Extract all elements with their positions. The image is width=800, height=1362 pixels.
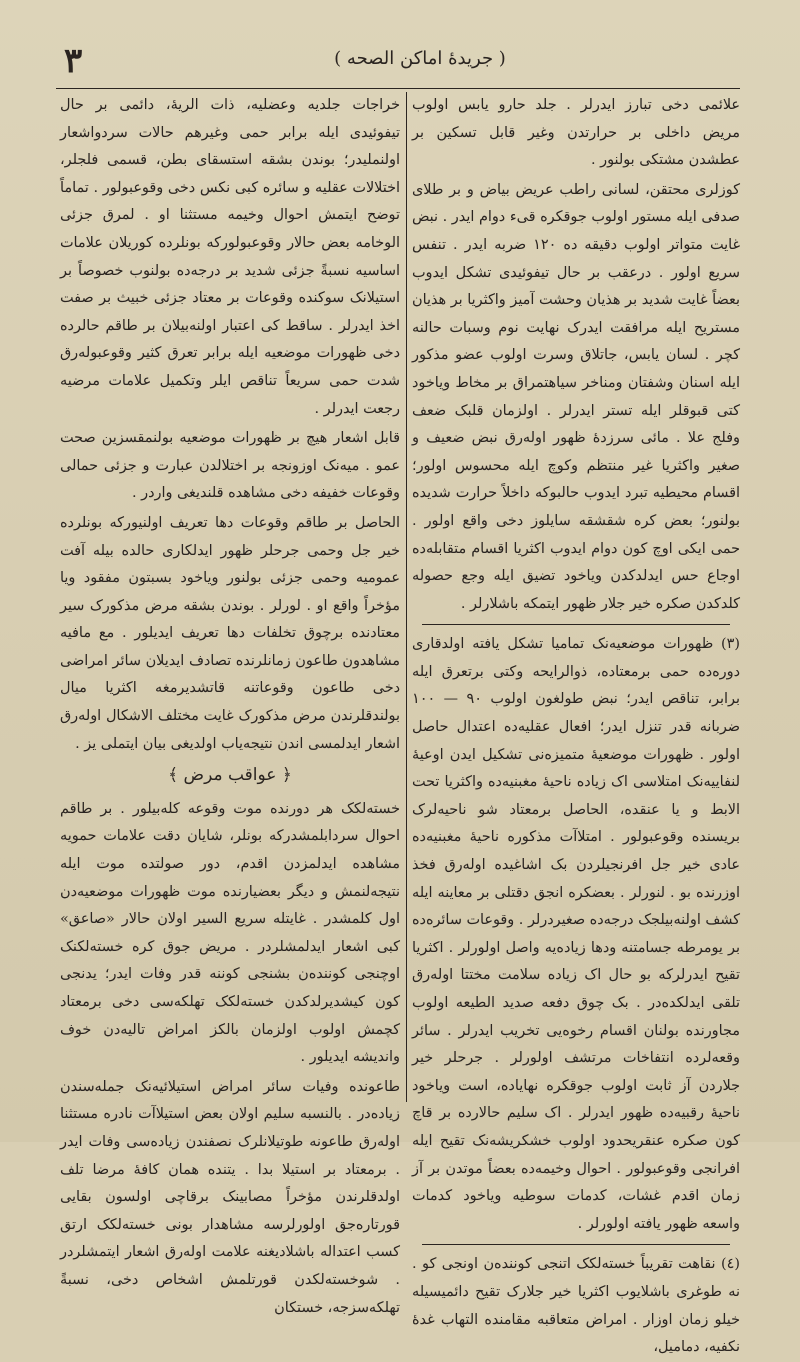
paragraph: علائمی دخی تبارز ایدرلر . جلد حارو یابس اولوب مریض داخلی بر حرارتدن وغیر قابل تسکین بر عطشدن مشتکی بولنور . [412,97,740,169]
running-head: ( جریدهٔ اماکن الصحه ) [334,48,506,69]
paragraph: الحاصل بر طاقم وقوعات دها تعریف اولنیورکه بونلرده خیر جل وحمی جرحلر ظهور ایدلکاری حالده بیله آفت عمومیه وحمی جزئی بولنور وياخود بسبتون مفقود ویا مؤخراً واقع او . لورلر . بوندن بشقه مرض مذکورک سیر معتادنده برچوق تخلفات دها تعریف ایدیلور . مع مافیه مشاهدون طاعون زمانلرنده تصادف ایدیلان سائر امراضی دخی طاعون وقوعاتنه قاتشدیرمغه اکثریا میال بولندقلرندن مرض مذکورک غایت مختلف الاشکال اوله‌رق اشعار ایدلمسی اندن نتیجه‌یاب اولدیغی بیان ایتملی یز . [60,514,400,752]
paragraph: خسته‌لکک هر دورنده موت وقوعه کله‌بیلور . بر طاقم احوال سردابلمشدرکه بونلر، شایان دقت علامات حمویه مشاهده ایدلمزدن اقدم، دور صولتده موت ایله نتیجه‌لنمش و دیگر بعضیارنده موت ظهورات موضعیه‌دن اول کلمشدر . غایتله سریع السیر اولان حالار «صاعق» کبی اشعار ایدلمشلردر . مریض جوق کره خسته‌لکنک اوچنجی کوننده‌ن بشنجی کوننه قدر وفات ایدر؛ یدنجی کون کیشدیرلدکدن خسته‌لکک تهلکه‌سی دخی برمعتاد کچمش اولوب اولزمان بالکز امراض تالیه‌دن خوف واندیشه ایدیلور . [60,800,400,1066]
left-column [60,92,400,1316]
paragraph: طاعونده وفیات سائر امراض استیلائیه‌نک جمله‌سندن زیاده‌در . بالنسبه سلیم اولان بعض استیلاآت نادره مستثنا اوله‌رق طاعونه طوتیلانلرک نصفندن زیاده‌سی وفات ایدر . برمعتاد بر استیلا بدا . یتنده همان کافهٔ مرضا تلف اولدقلرندن مؤخراً مصابینک برقاچی اولسون بقایی قورتاره‌جق اولورلرسه مشاهدار بونی خسته‌لکک ارتق کسب اعتداله باشلادیغنه علامت اوله‌رق اشعار ایتمشلردر . شوخسته‌لکدن قورتلمش اشخاص دخی، نسبةً تهلکه‌سزجه، خستکان [60,1078,400,1316]
paragraph: خراجات جلدیه وعضلیه، ذات الریهٔ، دائمی بر حال تیفوئیدی ایله برابر حمی وغیرهم حالات سردواشعار اولنملیدر؛ بوندن بشقه استسقای بطن، قسمی فلجلر، اختلالات عقلیه و سائره کبی نکس دخی وقوعبولور . تماماً توضح ایتمش احوال وخیمه مستثنا او . لمرق جزئی الوخامه بعض حالار وقوعبولورکه بونلرده کوریلان علامات اساسیه نسبةً جزئی شدید بر درجه‌ده بولنوب خصوصاً بر استیلانک سوکنده وقوعات بر معتاد جزئی خبیث بر صفت اخذ ایدرلر . ساقط کی اعتبار اولنه‌بیلان بر طاقم حالرده دخی ظهورات موضعیه ایله برابر تعرق کثیر وقوعبوله‌رق شدت حمی سریعاً تناقص ایلر وتکمیل علامات مرضیه رجعت ایدرلر . [60,97,400,417]
column-divider [406,92,407,1102]
paragraph: (٣) ظهورات موضعیه‌نک تمامیا تشکل یافته اولدقاری دوره‌ده حمی برمعتاده، ذوالرایحه وکتی برتعرق ایله برابر، تناقص ایدر؛ نبض طولغون اولوب ۹۰ — ۱۰۰ ضربانه قدر تنزل ایدر؛ افعال عقلیه‌ده اعتدال حاصل اولور . ظهورات موضعیهٔ متمیزه‌نی تشکیل ایدن اوعیهٔ لنفاییه‌نک امتلاسی اک زیاده ناحیهٔ مغبنیه‌ده واکثریا تحت الابط و یا عنقده، الحاصل برمعتاد شو ناحیه‌لرک بریسنده وقوعبولور . امتلاآت مذکوره ناحیهٔ مغبنیه‌ده عادی خیر جل افرنجیلردن بک اشاغیده اوله‌رق فخذ اوزرنده بو . لنورلر . بعضکره انجق دقتلی بر معاینه ایله کشف اولنه‌بیلجک درجه‌ده صغیردرلر . وقوعات سائره‌ده بر یومرطه جسامتنه ودها زیاده‌یه واصل اولورلر . اکثریا تقیح ایدرلرکه بو حال اک زیاده سلامت مختتا اوله‌رق تلقی ایدلکده‌در . بک چوق دفعه صدید الطیعه اولوب مجاورنده بولنان اقسام رخوه‌یی تخریب ایدرلر . سائر وقعه‌لرده انتفاخات مرتشف اولورلر . جرحلر خیر جلاردن آز ثابت اولوب جوقکره نهایاده، است وياخود ناحیهٔ رقبیه‌ده ظهور ایدرلر . اک سلیم حالارده بر قاچ کون صکره عنقریحدود اولوب خشکریشه‌نک تقیح ایله افرانجی وقوعبولور . احوال وخیمه‌ده بعضاً موتدن بر آز زمان اقدم غشات، کدمات سوطیه وياخود کدمات واسعه ظهور یافته اولورلر . [412,636,741,1232]
right-column [412,92,741,1356]
paragraph: کوزلری محتقن، لسانی راطب عریض بیاض و بر طلای صدفی ایله مستور اولوب جوقکره قیء دوام ایدر . نبض غایت متواتر اولوب دقیقه ده ۱۲۰ ضربه ایدر . تنفس سریع اولور . درعقب بر حال تیفوئیدی تشکل ایدوب بعضاً غایت شدید بر هذیان وحشت آمیز واکثریا بر هذیان مستریح ایله مرافقت ایدرک نهایت نوم وسبات حالنه کچر . لسان یابس، جاتلاق وسرت اولوب عضو مذکور ایله اسنان وشفتان ومناخر سیاهتمراق بر مخاط وياخود کتی قبوقلر ایله تستر ایدرلر . اولزمان قلبک ضعف وفلج علا . مائی سرزدهٔ ظهور اوله‌رق نبض ضعیف و صغیر واکثریا غیر منتظم وکوچ ایله محسوس اولور؛ اقسام محیطیه تبرد ایدوب حالبوکه داخلاً حرارت شدیده بولنور؛ بعض کره شقشقه سایلوز دخی واقع اولور . حمی ایکی اوچ کون دوام ایدوب اکثریا اقسام متقابله‌ده اوجاع حس ایدلدکدن وياخود تضیق ایله وجع حصوله کلدکدن صکره خیر جلار ظهور ایتمکه باشلارلر . [412,181,740,612]
paragraph: (٤) نقاهت تقریباً خسته‌لکک اتنجی کوننده‌ن اونجی کو . نه طوغری باشلایوب اکثریا خیر جلارک تقیح دائمیسیله خیلو زمان اوزار . امراض متعاقبه مقامنده التهاب غدهٔ نکفیه، دمامیل، [412,1256,740,1356]
page-number: ٣ [64,41,83,81]
section-title: ﴿ عواقب مرض ﴾ [168,765,292,786]
paragraph: قابل اشعار هیچ بر ظهورات موضعیه بولنمقسزین صحت عمو . میه‌نک اوزونجه بر اختلالدن عبارت و جزئی حمالی وقوعات خفیفه دخی مشاهده قلندیغی واردر . [60,430,400,502]
section-divider [422,1244,730,1245]
section-divider [422,624,730,625]
header-rule [56,88,740,89]
